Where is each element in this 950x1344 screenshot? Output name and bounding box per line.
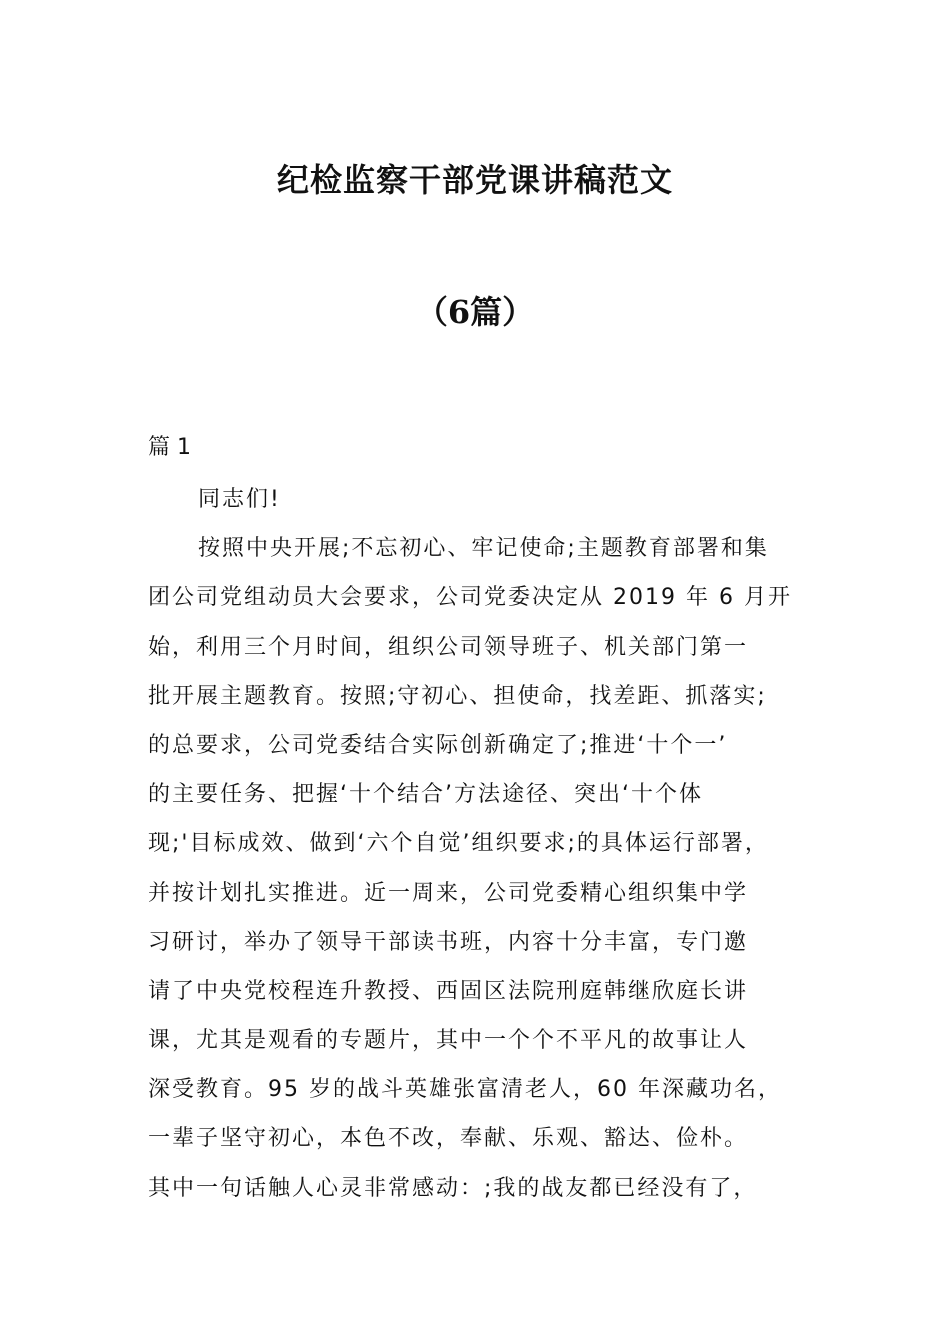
body-text <box>148 475 820 1213</box>
body-line: 始，利用三个月时间，组织公司领导班子、机关部门第一 <box>148 634 749 660</box>
section-label: 篇 1 <box>148 435 191 460</box>
body-line: 的总要求，公司党委结合实际创新确定了;推进‘十个一’ <box>148 732 728 758</box>
body-line: 一辈子坚守初心，本色不改，奉献、乐观、豁达、俭朴。 <box>148 1126 749 1152</box>
body-line: 批开展主题教育。按照;守初心、担使命，找差距、抓落实; <box>148 683 767 709</box>
body-line: 其中一句话触人心灵非常感动：;我的战友都已经没有了， <box>148 1175 758 1201</box>
body-line: 习研讨，举办了领导干部读书班，内容十分丰富，专门邀 <box>148 929 749 955</box>
body-line: 现;'目标成效、做到‘六个自觉’组织要求;的具体运行部署， <box>148 831 769 857</box>
body-line: 同志们! <box>198 487 281 512</box>
body-line: 请了中央党校程连升教授、西固区法院刑庭韩继欣庭长讲 <box>148 978 749 1004</box>
body-line: 并按计划扎实推进。近一周来，公司党委精心组织集中学 <box>148 880 749 906</box>
body-line: 团公司党组动员大会要求，公司党委决定从 2019 年 6 月开 <box>148 585 792 611</box>
body-line: 按照中央开展;不忘初心、牢记使命;主题教育部署和集 <box>198 536 769 562</box>
body-line: 深受教育。95 岁的战斗英雄张富清老人，60 年深藏功名， <box>148 1077 782 1103</box>
document-subtitle: （6篇） <box>415 293 535 331</box>
document-title: 纪检监察干部党课讲稿范文 <box>276 161 673 199</box>
body-line: 的主要任务、把握‘十个结合’方法途径、突出‘十个体 <box>148 782 703 808</box>
body-line: 课，尤其是观看的专题片，其中一个个不平凡的故事让人 <box>148 1028 749 1054</box>
